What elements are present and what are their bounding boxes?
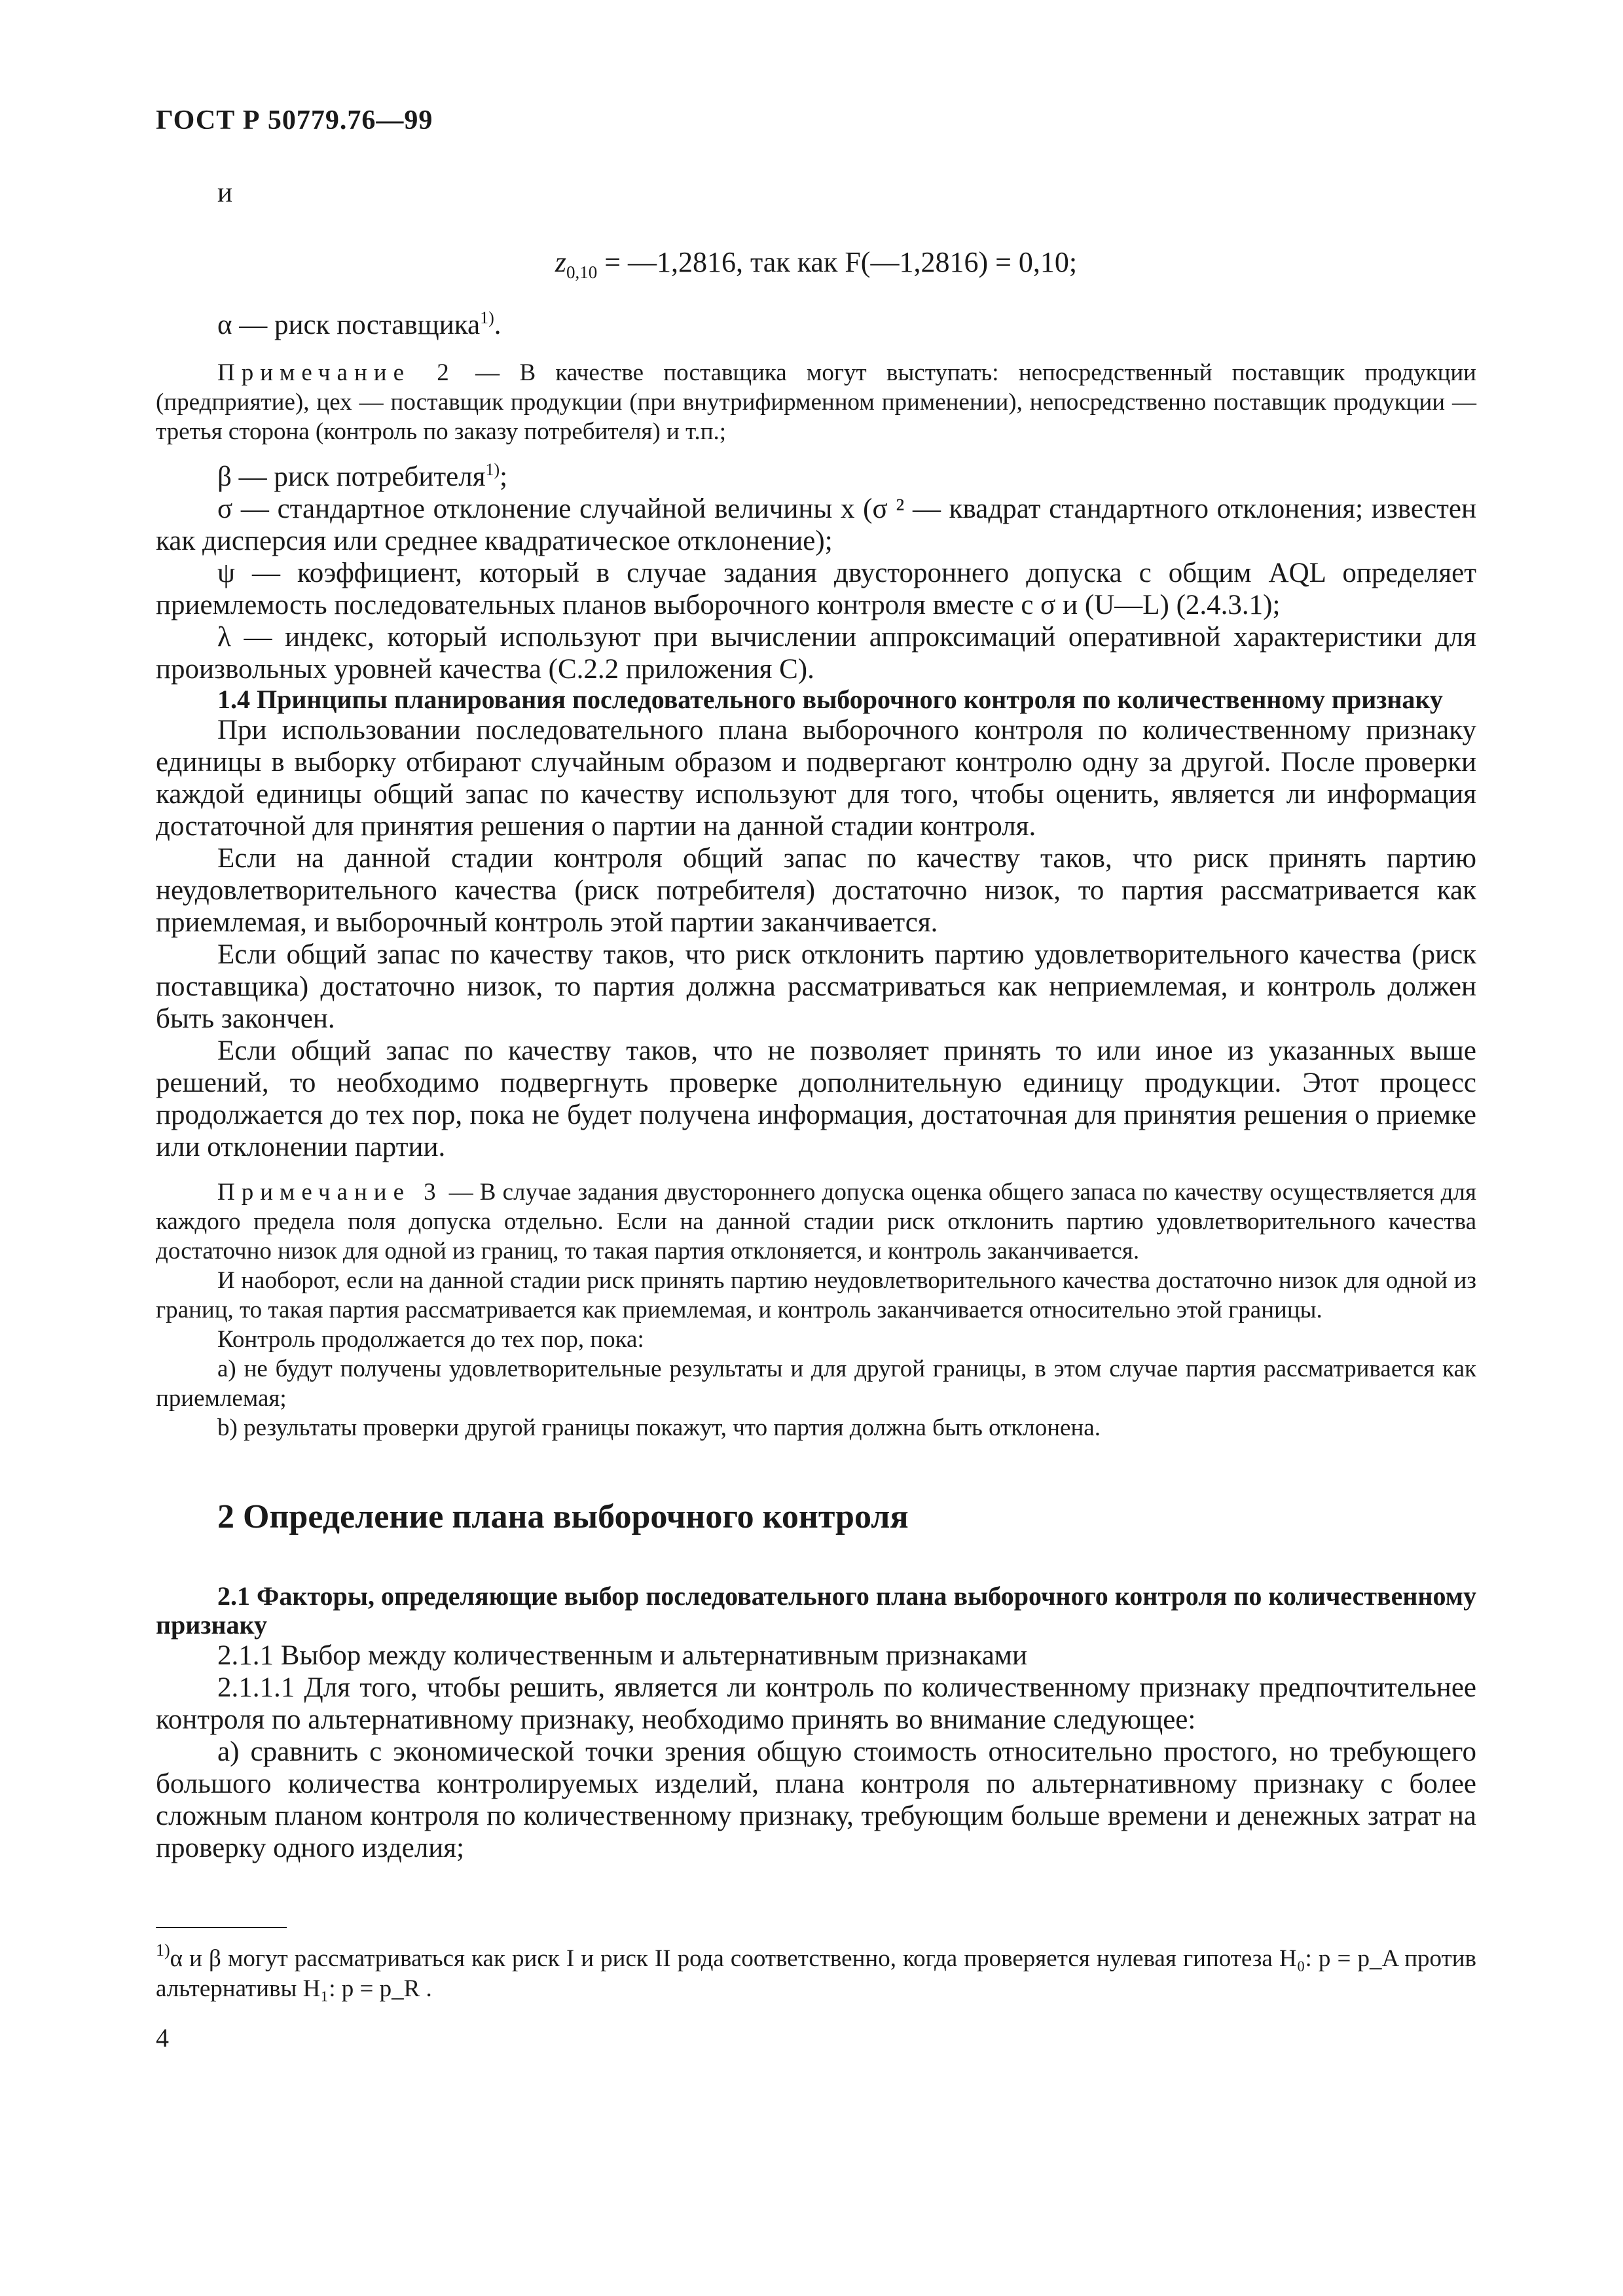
note-3-paragraph: И наоборот, если на данной стадии риск принять партию неудовлетворительного качества достаточно низок для одной из границ, то такая партия рассматривается как приемлемая, и контроль заканчивается относительно этой границы. (156, 1267, 1476, 1323)
footnote-mark: 1) (156, 1941, 170, 1960)
def-beta: β — риск потребителя$^{1)}$; (217, 460, 508, 492)
formula-sub: 0,10 (566, 262, 598, 282)
paragraph: Если на данной стадии контроля общий запас по качеству таков, что риск принять партию неудовлетворительного качества (риск потребителя) достаточно низок, то партия рассматривается как приемлемая, и выборочный контроль этой партии заканчивается. (156, 843, 1476, 938)
note-3-item-b: b) результаты проверки другой границы покажут, что партия должна быть отклонена. (217, 1414, 1101, 1441)
formula-rhs: = —1,2816, так как F(—1,2816) = 0,10; (597, 246, 1078, 278)
subsection-2-1-1: 2.1.1 Выбор между количественным и альтернативным признаками (217, 1640, 1028, 1671)
note-3: Примечание 3 — В случае задания двустороннего допуска оценка общего запаса по качеству осуществляется для каждого предела поля допуска отдельно. Если на данной стадии риск отклонить партию удовлетворительного качества достаточно низок для одной из границ, то такая партия отклоняется, и контроль заканчивается. (156, 1179, 1476, 1265)
note-label: Примечание 3 (217, 1179, 443, 1206)
def-lambda: λ — индекс, который используют при вычислении аппроксимаций оперативной характеристики для произвольных уровней качества (С.2.2 приложения С). (156, 622, 1476, 685)
page-header: ГОСТ Р 50779.76—99 (156, 105, 433, 135)
note-2: Примечание 2 — В качестве поставщика могут выступать: непосредственный поставщик продукции (предприятие), цех — поставщик продукции (при внутрифирменном применении), непосредственно поставщик продукции — третья сторона (контроль по заказу потребителя) и т.п.; (156, 359, 1476, 445)
page-number: 4 (156, 2023, 169, 2053)
formula-var: z (555, 246, 566, 278)
page-content (156, 177, 1476, 1864)
paragraph: При использовании последовательного плана выборочного контроля по количественному признаку единицы в выборку отбирают случайным образом и подвергают контролю одну за другой. После проверки каждой единицы общий запас по качеству используют для того, чтобы оценить, является ли информация достаточной для принятия решения о партии на данной стадии контроля. (156, 715, 1476, 842)
list-item-a: а) сравнить с экономической точки зрения общую стоимость относительно простого, но требующего большого количества контролируемых изделий, плана контроля по альтернативному признаку с более сложным планом контроля по количественному признаку, требующим больше времени и денежных затрат на проверку одного изделия; (156, 1736, 1476, 1863)
paragraph: 2.1.1.1 Для того, чтобы решить, является ли контроль по количественному признаку предпочтительнее контроля по альтернативному признаку, необходимо принять во внимание следующее: (156, 1672, 1476, 1735)
section-2-1-heading: 2.1 Факторы, определяющие выбор последовательного плана выборочного контроля по количественному признаку (156, 1581, 1476, 1640)
section-2-title: 2 Определение плана выборочного контроля (217, 1498, 909, 1535)
conjunction: и (217, 177, 233, 208)
section-1-4-heading: 1.4 Принципы планирования последовательного выборочного контроля по количественному признаку (217, 685, 1443, 714)
note-3-paragraph: Контроль продолжается до тех пор, пока: (217, 1326, 644, 1353)
footnote (156, 1941, 1476, 2004)
footnote-text: α и β могут рассматриваться как риск I и риск II рода соответственно, когда проверяется нулевая гипотеза H₀: p = p_A против альтернативы H₁: p = p_R . (156, 1945, 1476, 2002)
def-psi: ψ — коэффициент, который в случае задания двустороннего допуска с общим AQL определяет приемлемость последовательных планов выборочного контроля вместе с σ и (U—L) (2.4.3.1); (156, 558, 1476, 620)
note-3-item-a: а) не будут получены удовлетворительные результаты и для другой границы, в этом случае партия рассматривается как приемлемая; (156, 1355, 1476, 1412)
footnote-divider (156, 1927, 287, 1928)
note-label: Примечание 2 (217, 359, 456, 386)
formula (156, 245, 1476, 282)
def-alpha: α — риск поставщика$^{1)}$. (217, 308, 501, 340)
def-sigma: σ — стандартное отклонение случайной величины x (σ ² — квадрат стандартного отклонения; известен как дисперсия или среднее квадратическое отклонение); (156, 493, 1476, 556)
paragraph: Если общий запас по качеству таков, что не позволяет принять то или иное из указанных выше решений, то необходимо подвергнуть проверке дополнительную единицу продукции. Этот процесс продолжается до тех пор, пока не будет получена информация, достаточная для принятия решения о приемке или отклонении партии. (156, 1035, 1476, 1162)
paragraph: Если общий запас по качеству таков, что риск отклонить партию удовлетворительного качества (риск поставщика) достаточно низок, то партия должна рассматриваться как неприемлемая, и контроль должен быть закончен. (156, 939, 1476, 1034)
